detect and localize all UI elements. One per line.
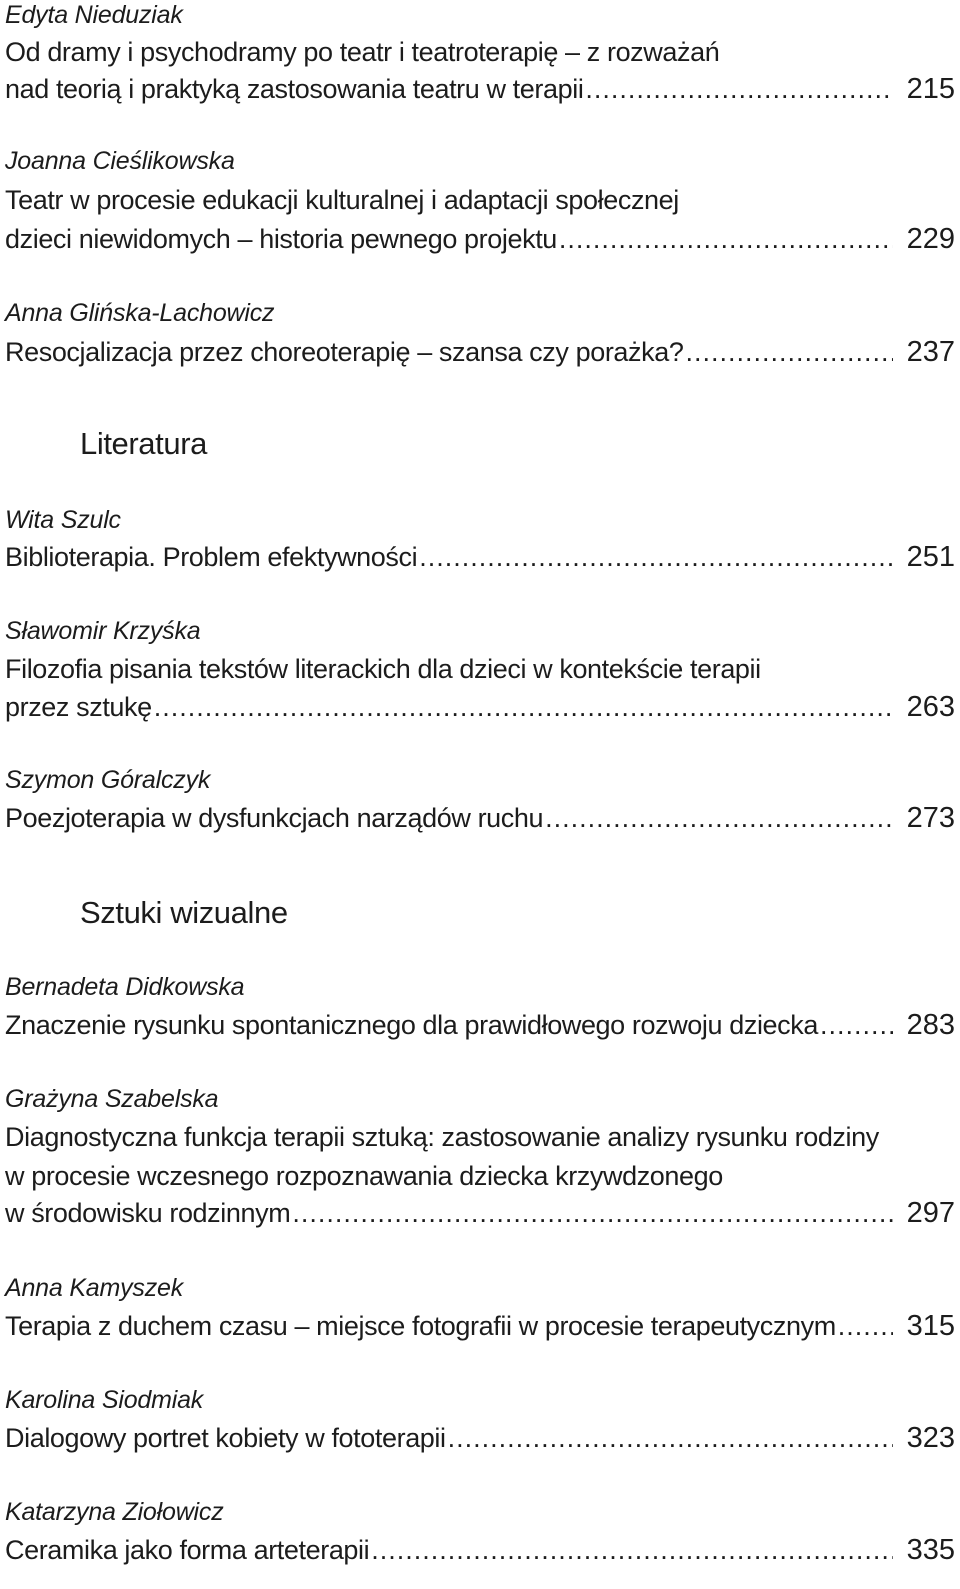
- entry-title-last-line: [5, 689, 955, 726]
- entry-title-last-line: [5, 1007, 955, 1044]
- entry-title-last-line: [5, 1420, 955, 1457]
- entry-author: Joanna Cieślikowska: [5, 147, 235, 175]
- leader-dots: [685, 334, 893, 371]
- leader-dots: [419, 539, 893, 576]
- page-number: 273: [906, 802, 955, 834]
- entry-title-text: Terapia z duchem czasu – miejsce fotografii w procesie terapeutycznym: [5, 1311, 836, 1341]
- page-number: 297: [906, 1197, 955, 1229]
- leader-dots: [448, 1420, 893, 1457]
- entry-title-text: Znaczenie rysunku spontanicznego dla prawidłowego rozwoju dziecka: [5, 1010, 818, 1040]
- leader-dots: [371, 1532, 893, 1569]
- page-number: 229: [906, 223, 955, 255]
- leader-dots: [838, 1308, 893, 1345]
- entry-title-text: Resocjalizacja przez choreoterapię – szansa czy porażka?: [5, 337, 684, 367]
- entry-title-last-line: [5, 71, 955, 108]
- section-heading: Literatura: [80, 426, 207, 461]
- entry-title-text: Biblioterapia. Problem efektywności: [5, 542, 418, 572]
- page-number: 315: [906, 1310, 955, 1342]
- leader-dots: [585, 71, 893, 108]
- entry-author: Anna Glińska-Lachowicz: [5, 299, 275, 327]
- entry-author: Szymon Góralczyk: [5, 766, 211, 794]
- entry-title-last-line: [5, 539, 955, 576]
- entry-author: Bernadeta Didkowska: [5, 973, 245, 1001]
- leader-dots: [292, 1195, 893, 1232]
- entry-title-last-line: [5, 334, 955, 371]
- entry-title-last-line: [5, 1308, 955, 1345]
- entry-author: Wita Szulc: [5, 506, 121, 534]
- entry-title-text: Poezjoterapia w dysfunkcjach narządów ruchu: [5, 803, 544, 833]
- entry-author: Sławomir Krzyśka: [5, 617, 201, 645]
- entry-title-text: przez sztukę: [5, 692, 152, 722]
- entry-title-line: Teatr w procesie edukacji kulturalnej i adaptacji społecznej: [5, 185, 679, 215]
- entry-title-last-line: [5, 1532, 955, 1569]
- page-number: 215: [906, 73, 955, 105]
- entry-title-text: w środowisku rodzinnym: [5, 1198, 291, 1228]
- entry-title-last-line: [5, 800, 955, 837]
- entry-author: Grażyna Szabelska: [5, 1085, 219, 1113]
- entry-title-last-line: [5, 221, 955, 258]
- leader-dots: [820, 1007, 893, 1044]
- entry-author: Karolina Siodmiak: [5, 1386, 204, 1414]
- entry-author: Edyta Nieduziak: [5, 1, 183, 29]
- page-number: 335: [906, 1534, 955, 1566]
- entry-title-text: dzieci niewidomych – historia pewnego projektu: [5, 224, 557, 254]
- entry-title-text: Ceramika jako forma arteterapii: [5, 1535, 370, 1565]
- page-number: 237: [906, 336, 955, 368]
- entry-title-line: Filozofia pisania tekstów literackich dla dzieci w kontekście terapii: [5, 654, 761, 684]
- leader-dots: [559, 221, 893, 258]
- entry-author: Anna Kamyszek: [5, 1274, 184, 1302]
- entry-title-line: w procesie wczesnego rozpoznawania dziecka krzywdzonego: [5, 1161, 723, 1191]
- page-number: 283: [906, 1009, 955, 1041]
- page-number: 263: [906, 691, 955, 723]
- leader-dots: [154, 689, 893, 726]
- page-number: 251: [906, 541, 955, 573]
- entry-title-line: Od dramy i psychodramy po teatr i teatroterapię – z rozważań: [5, 37, 720, 67]
- leader-dots: [545, 800, 893, 837]
- entry-title-text: nad teorią i praktyką zastosowania teatru w terapii: [5, 74, 584, 104]
- entry-title-line: Diagnostyczna funkcja terapii sztuką: zastosowanie analizy rysunku rodziny: [5, 1122, 879, 1152]
- entry-author: Katarzyna Ziołowicz: [5, 1498, 224, 1526]
- entry-title-last-line: [5, 1195, 955, 1232]
- section-heading: Sztuki wizualne: [80, 895, 288, 930]
- page-number: 323: [906, 1422, 955, 1454]
- entry-title-text: Dialogowy portret kobiety w fototerapii: [5, 1423, 446, 1453]
